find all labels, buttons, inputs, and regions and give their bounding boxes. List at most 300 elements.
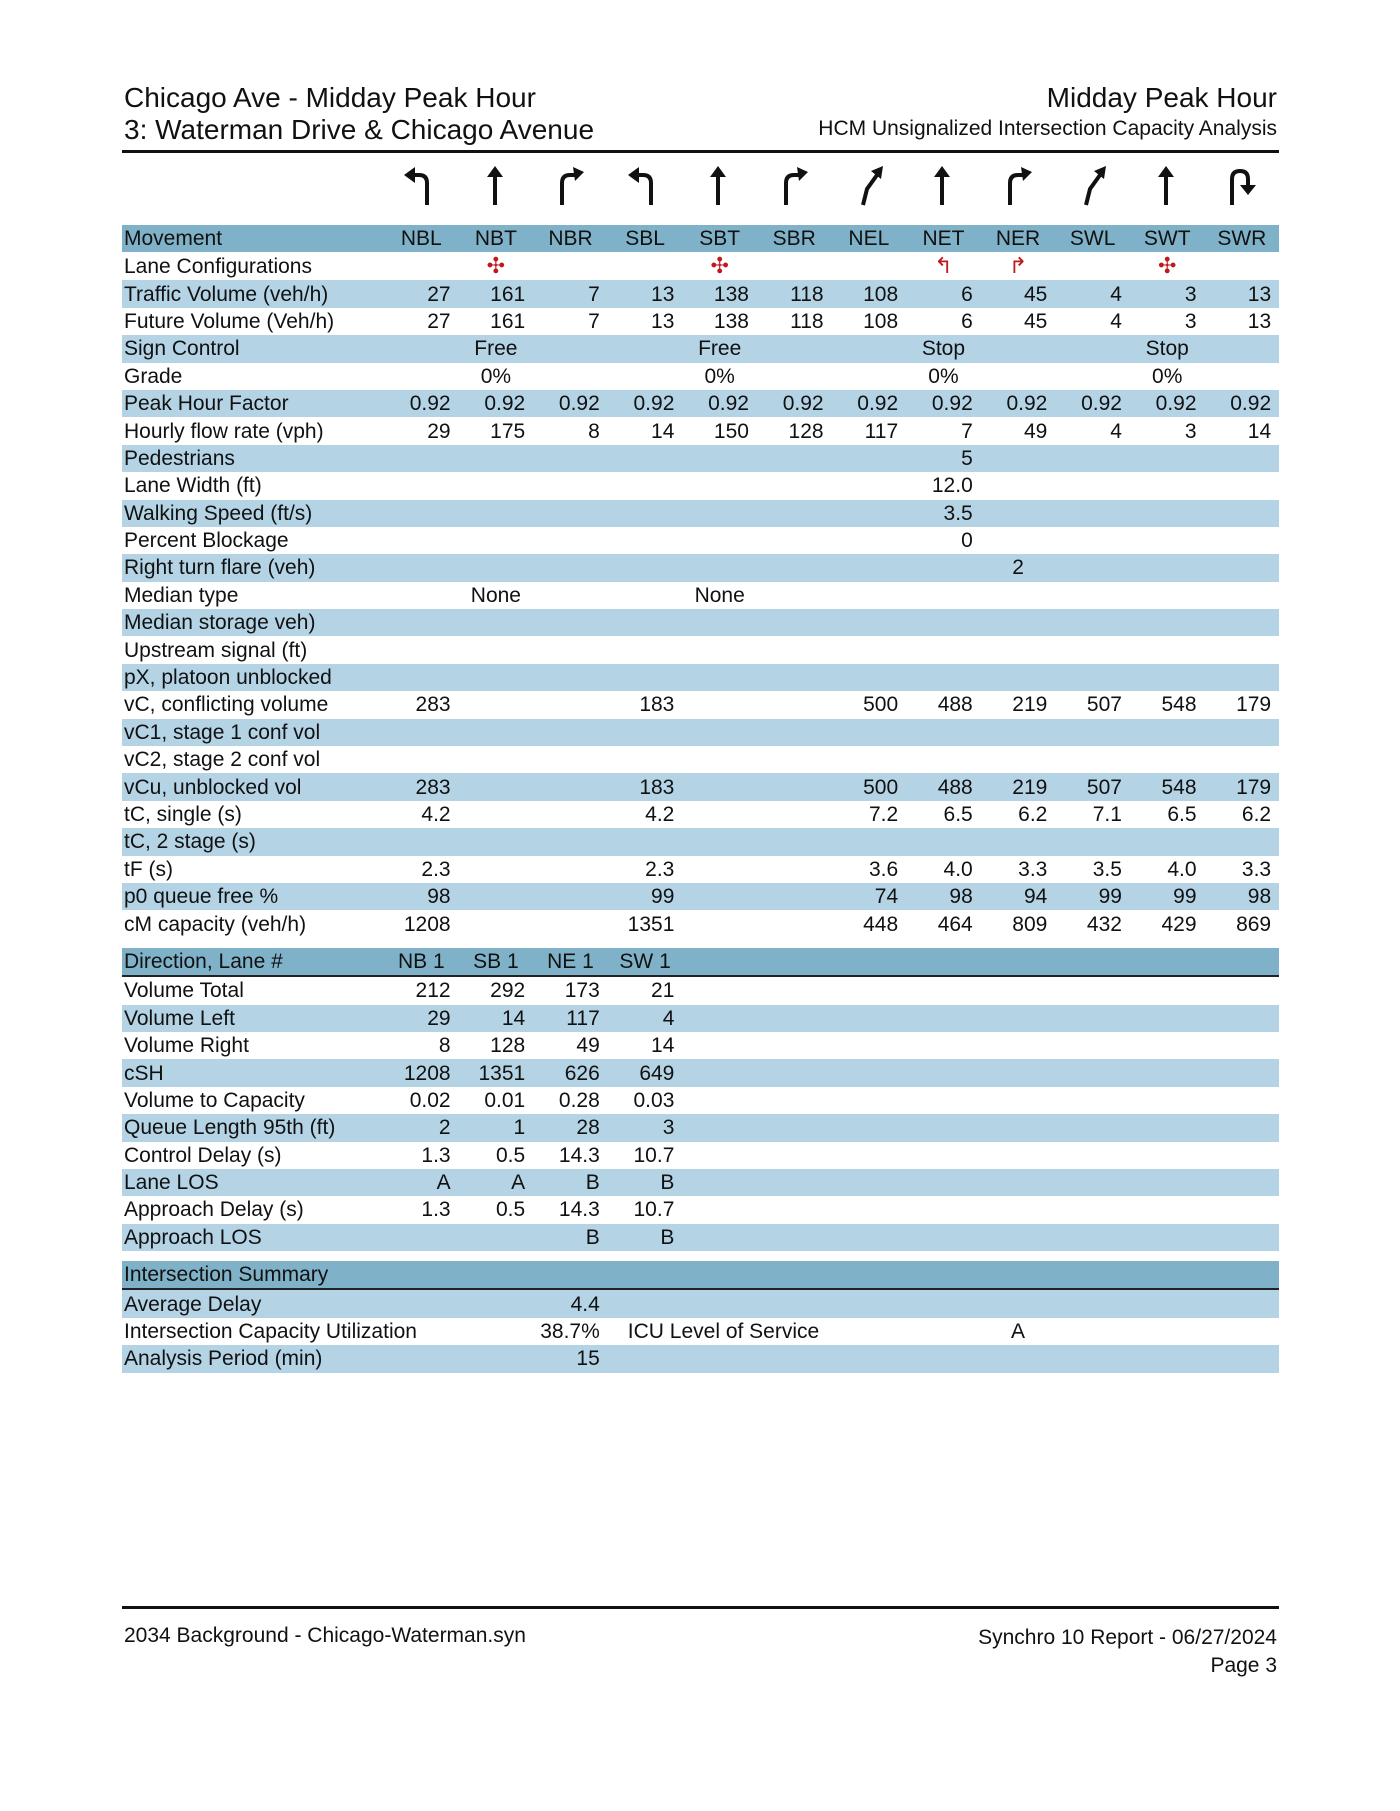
- table-cell: [1205, 363, 1280, 390]
- table-cell: [981, 472, 1056, 499]
- row-label: Queue Length 95th (ft): [122, 1114, 384, 1141]
- table-cell: A: [459, 1169, 534, 1196]
- column-header: Direction, Lane #: [122, 948, 384, 976]
- table-cell: 138: [713, 309, 749, 333]
- table-cell: [832, 719, 907, 746]
- movement-header-row: [122, 225, 1279, 252]
- row-label: pX, platoon unblocked: [122, 664, 384, 691]
- table-cell: [682, 910, 757, 937]
- lane-config-cell: [981, 252, 1056, 280]
- table-cell: 179: [1236, 693, 1272, 717]
- table-cell: [384, 445, 459, 472]
- row-label: vC2, stage 2 conf vol: [124, 748, 321, 772]
- straight-arrow-icon: [680, 161, 756, 217]
- table-cell: None: [470, 583, 521, 607]
- table-cell: 3.5: [1092, 857, 1122, 881]
- table-cell: 8: [588, 419, 600, 443]
- table-cell: 488: [937, 693, 973, 717]
- table-cell: [384, 609, 459, 636]
- table-cell: [1130, 527, 1205, 554]
- table-cell: [533, 856, 608, 883]
- table-cell: [981, 527, 1056, 554]
- table-cell: 14: [1247, 419, 1272, 443]
- table-row: [122, 746, 1279, 773]
- table-cell: [1130, 582, 1205, 609]
- four-way-lane-icon: ✣: [486, 253, 506, 279]
- table-cell: [533, 691, 608, 718]
- table-cell: [682, 746, 757, 773]
- header-right: [818, 82, 1277, 144]
- table-cell: 1.3: [421, 1143, 451, 1167]
- row-label: vCu, unblocked vol: [122, 773, 384, 800]
- table-cell: [981, 335, 1056, 362]
- table-row: [122, 1032, 1279, 1059]
- table-row: [122, 976, 1279, 1004]
- table-cell: [757, 746, 832, 773]
- table-cell: 0.01: [484, 1088, 526, 1112]
- table-cell: 118: [757, 280, 832, 307]
- lane-table: [122, 948, 1279, 1251]
- table-cell: [608, 472, 683, 499]
- table-cell: [832, 582, 907, 609]
- table-cell: Free: [459, 335, 534, 362]
- table-cell: 28: [533, 1114, 608, 1141]
- table-cell: 869: [1236, 912, 1272, 936]
- row-label: vC, conflicting volume: [124, 693, 329, 717]
- table-cell: [757, 335, 832, 362]
- table-cell: 507: [1055, 773, 1130, 800]
- row-label: cM capacity (veh/h): [124, 912, 307, 936]
- table-cell: [682, 554, 757, 581]
- table-cell: [608, 746, 683, 773]
- table-cell: [1055, 719, 1130, 746]
- table-cell: [1205, 500, 1280, 527]
- table-cell: [1130, 719, 1205, 746]
- table-cell: [1055, 335, 1130, 362]
- table-cell: 4: [1055, 280, 1130, 307]
- table-cell: 0.02: [409, 1088, 451, 1112]
- table-cell: [459, 691, 534, 718]
- table-cell: 0%: [480, 364, 512, 388]
- table-cell: 12.0: [931, 474, 973, 498]
- table-cell: 1208: [403, 912, 451, 936]
- table-cell: [1205, 335, 1280, 362]
- lane-configurations-row: [122, 252, 1279, 280]
- table-cell: 7.1: [1092, 803, 1122, 826]
- table-cell: 3.3: [1018, 857, 1048, 881]
- table-cell: [1205, 582, 1280, 609]
- table-cell: [459, 664, 534, 691]
- row-label: Hourly flow rate (vph): [124, 419, 324, 443]
- table-cell: [533, 609, 608, 636]
- bear-left-arrow-icon: [1053, 161, 1129, 217]
- table-cell: 99: [1130, 883, 1205, 910]
- table-cell: 0.92: [1205, 390, 1280, 417]
- table-cell: [459, 445, 534, 472]
- table-cell: 292: [490, 979, 526, 1003]
- row-label: Approach LOS: [122, 1224, 384, 1251]
- turn-left-arrow-icon: [606, 161, 682, 217]
- table-cell: 0.5: [495, 1198, 526, 1222]
- row-label: Percent Blockage: [124, 529, 289, 553]
- table-cell: 14: [459, 1005, 534, 1032]
- table-cell: 45: [981, 280, 1056, 307]
- intersection-name: 3: Waterman Drive & Chicago Avenue: [124, 114, 595, 145]
- table-cell: 13: [608, 280, 683, 307]
- table-cell: [459, 773, 534, 800]
- average-delay-label: Average Delay: [122, 1289, 384, 1317]
- table-cell: 0%: [704, 364, 735, 388]
- table-cell: [1130, 636, 1205, 663]
- table-cell: 3.3: [1241, 857, 1272, 881]
- table-cell: [533, 883, 608, 910]
- table-cell: 98: [384, 883, 459, 910]
- table-cell: 99: [1055, 883, 1130, 910]
- row-label: Median storage veh): [122, 609, 384, 636]
- table-cell: 117: [533, 1005, 608, 1032]
- table-cell: 0.03: [633, 1088, 675, 1112]
- table-cell: [981, 828, 1056, 855]
- table-cell: [832, 500, 907, 527]
- table-cell: [906, 828, 981, 855]
- table-cell: [608, 363, 683, 390]
- column-header: NE 1: [533, 948, 608, 976]
- table-cell: [981, 445, 1056, 472]
- row-label: tF (s): [124, 857, 173, 881]
- table-cell: 0%: [928, 364, 959, 388]
- table-cell: [1130, 828, 1205, 855]
- row-label: tC, single (s): [124, 803, 242, 826]
- table-cell: [757, 719, 832, 746]
- table-cell: 138: [682, 280, 757, 307]
- table-cell: [608, 582, 683, 609]
- lane-config-cell: [459, 252, 534, 280]
- table-cell: 626: [533, 1059, 608, 1086]
- table-row: [122, 773, 1279, 800]
- row-label: Grade: [124, 364, 183, 388]
- table-cell: 128: [788, 419, 824, 443]
- table-cell: [832, 554, 907, 581]
- table-cell: 10.7: [633, 1198, 675, 1222]
- table-cell: [682, 636, 757, 663]
- table-cell: [1130, 500, 1205, 527]
- lane-config-cell: [757, 252, 832, 280]
- table-cell: 3: [1184, 419, 1197, 443]
- footer-rule: [122, 1606, 1279, 1609]
- analysis-period-value: 15: [533, 1345, 608, 1372]
- table-cell: [608, 636, 683, 663]
- table-cell: [608, 609, 683, 636]
- table-cell: 3: [608, 1114, 683, 1141]
- table-cell: [832, 664, 907, 691]
- table-cell: 7: [588, 309, 600, 333]
- table-cell: [459, 472, 534, 499]
- table-cell: [384, 335, 459, 362]
- table-cell: 98: [1205, 883, 1280, 910]
- table-row: [122, 910, 1279, 937]
- table-cell: 0.92: [682, 390, 757, 417]
- table-cell: [1055, 500, 1130, 527]
- table-cell: B: [608, 1169, 683, 1196]
- row-label: p0 queue free %: [122, 883, 384, 910]
- table-cell: B: [533, 1224, 608, 1251]
- table-cell: [832, 363, 907, 390]
- column-header: SBL: [608, 225, 683, 252]
- table-cell: [608, 445, 683, 472]
- table-cell: [1205, 636, 1280, 663]
- table-cell: [533, 554, 608, 581]
- table-cell: [1130, 664, 1205, 691]
- table-row: [122, 1196, 1279, 1223]
- table-cell: [1205, 527, 1280, 554]
- table-cell: 464: [937, 912, 973, 936]
- table-row: [122, 828, 1279, 855]
- table-cell: [608, 500, 683, 527]
- table-cell: 108: [832, 280, 907, 307]
- lane-config-cell: [832, 252, 907, 280]
- column-header: NBT: [459, 225, 534, 252]
- table-cell: [682, 773, 757, 800]
- table-cell: [832, 828, 907, 855]
- table-cell: B: [608, 1224, 683, 1251]
- column-header: NER: [981, 225, 1056, 252]
- table-cell: [906, 746, 981, 773]
- movement-icons-row: [122, 153, 1279, 225]
- table-cell: 548: [1161, 693, 1197, 717]
- table-cell: 3: [1184, 309, 1197, 333]
- table-cell: 3: [1130, 280, 1205, 307]
- table-cell: [757, 664, 832, 691]
- table-cell: [981, 582, 1056, 609]
- column-header: NEL: [832, 225, 907, 252]
- lane-config-cell: [1130, 252, 1205, 280]
- table-cell: 7: [961, 419, 973, 443]
- table-cell: [981, 609, 1056, 636]
- table-cell: [608, 664, 683, 691]
- footer-file: 2034 Background - Chicago-Waterman.syn: [124, 1624, 526, 1647]
- table-row: [122, 472, 1279, 499]
- table-cell: [981, 719, 1056, 746]
- table-cell: [682, 609, 757, 636]
- table-row: [122, 1059, 1279, 1086]
- column-header: SB 1: [459, 948, 534, 976]
- row-label: Peak Hour Factor: [122, 390, 384, 417]
- table-cell: [757, 527, 832, 554]
- table-cell: [533, 636, 608, 663]
- table-cell: 283: [384, 773, 459, 800]
- table-row: [122, 801, 1279, 828]
- table-cell: [1130, 472, 1205, 499]
- column-header: SW 1: [608, 948, 683, 976]
- turn-right-arrow-icon: [531, 161, 607, 217]
- report-title: Chicago Ave - Midday Peak Hour: [124, 82, 536, 113]
- column-header: NB 1: [384, 948, 459, 976]
- table-cell: [757, 910, 832, 937]
- table-cell: [533, 527, 608, 554]
- summary-header: Intersection Summary: [122, 1261, 1279, 1289]
- table-cell: 432: [1086, 912, 1122, 936]
- table-row: [122, 1169, 1279, 1196]
- table-cell: [682, 828, 757, 855]
- table-cell: 14.3: [558, 1198, 600, 1222]
- table-cell: [682, 445, 757, 472]
- table-cell: [1130, 445, 1205, 472]
- table-cell: 94: [981, 883, 1056, 910]
- table-cell: [459, 609, 534, 636]
- table-cell: [1055, 582, 1130, 609]
- table-cell: 2: [384, 1114, 459, 1141]
- table-cell: [384, 582, 459, 609]
- table-cell: 14.3: [558, 1143, 600, 1167]
- row-label: Future Volume (Veh/h): [124, 309, 335, 333]
- table-cell: 128: [490, 1034, 526, 1058]
- table-row: [122, 1087, 1279, 1114]
- table-cell: 6.5: [1167, 803, 1197, 826]
- table-cell: [459, 828, 534, 855]
- table-cell: [757, 363, 832, 390]
- table-cell: [384, 554, 459, 581]
- table-cell: 14: [651, 1034, 675, 1058]
- row-label: Volume Right: [124, 1034, 249, 1058]
- bear-left-arrow-icon: [830, 161, 906, 217]
- table-cell: [832, 609, 907, 636]
- straight-arrow-icon: [904, 161, 980, 217]
- table-cell: 4.2: [645, 803, 675, 826]
- table-cell: [832, 636, 907, 663]
- table-cell: 49: [576, 1034, 600, 1058]
- table-cell: 13: [1205, 280, 1280, 307]
- table-cell: 219: [981, 773, 1056, 800]
- table-cell: 7.2: [868, 803, 899, 826]
- column-header: SWT: [1130, 225, 1205, 252]
- table-cell: 161: [490, 309, 526, 333]
- table-cell: [533, 472, 608, 499]
- table-cell: [757, 500, 832, 527]
- table-cell: [906, 664, 981, 691]
- table-cell: [1055, 664, 1130, 691]
- table-cell: 0.92: [832, 390, 907, 417]
- row-label: Sign Control: [122, 335, 384, 362]
- table-cell: [981, 664, 1056, 691]
- table-cell: [459, 856, 534, 883]
- table-cell: 4: [1110, 419, 1122, 443]
- table-cell: [757, 472, 832, 499]
- table-cell: [981, 500, 1056, 527]
- table-cell: [384, 719, 459, 746]
- table-cell: 1351: [459, 1059, 534, 1086]
- table-cell: [384, 363, 459, 390]
- row-label: Control Delay (s): [124, 1143, 282, 1167]
- lane-header-row: [122, 948, 1279, 976]
- table-cell: 0%: [1152, 364, 1183, 388]
- report-header: [122, 80, 1279, 150]
- analysis-period-label: Analysis Period (min): [122, 1345, 384, 1372]
- row-label: Approach Delay (s): [124, 1198, 304, 1222]
- icu-label: Intersection Capacity Utilization: [124, 1320, 417, 1344]
- row-label: vC1, stage 1 conf vol: [122, 719, 384, 746]
- table-row: [122, 390, 1279, 417]
- turn-right-arrow-icon: [755, 161, 831, 217]
- table-cell: [906, 636, 981, 663]
- table-cell: 0.92: [906, 390, 981, 417]
- summary-header-row: [122, 1261, 1279, 1289]
- table-cell: [906, 554, 981, 581]
- table-cell: [533, 773, 608, 800]
- table-cell: 500: [832, 773, 907, 800]
- table-row: [122, 582, 1279, 609]
- table-cell: [533, 582, 608, 609]
- four-way-lane-icon: ✣: [1158, 253, 1177, 279]
- table-cell: 429: [1161, 912, 1197, 936]
- table-cell: [832, 527, 907, 554]
- table-cell: [608, 527, 683, 554]
- table-cell: [533, 719, 608, 746]
- table-row: [122, 280, 1279, 307]
- table-cell: 448: [863, 912, 899, 936]
- table-cell: 283: [415, 693, 451, 717]
- straight-arrow-icon: [457, 161, 533, 217]
- table-cell: [1205, 609, 1280, 636]
- table-cell: [757, 856, 832, 883]
- icu-value: 38.7%: [540, 1320, 600, 1344]
- table-cell: [832, 746, 907, 773]
- table-cell: 21: [651, 979, 675, 1003]
- table-cell: 8: [438, 1034, 451, 1058]
- table-cell: 118: [790, 309, 824, 333]
- footer-report-date: Synchro 10 Report - 06/27/2024: [978, 1626, 1277, 1649]
- table-cell: [1205, 554, 1280, 581]
- table-cell: 29: [427, 419, 451, 443]
- table-cell: 6: [906, 280, 981, 307]
- table-cell: 6.5: [943, 803, 973, 826]
- table-cell: [1055, 828, 1130, 855]
- summary-row: [122, 1345, 1279, 1372]
- row-label: Traffic Volume (veh/h): [122, 280, 384, 307]
- table-cell: 0.92: [533, 390, 608, 417]
- table-cell: [757, 691, 832, 718]
- table-cell: 27: [427, 309, 451, 333]
- summary-row: [122, 1289, 1279, 1317]
- table-cell: 173: [564, 979, 600, 1003]
- table-cell: 7: [533, 280, 608, 307]
- table-cell: 0.92: [459, 390, 534, 417]
- table-cell: [757, 773, 832, 800]
- table-cell: [459, 554, 534, 581]
- table-cell: [384, 828, 459, 855]
- table-cell: 117: [864, 419, 899, 443]
- row-label: Upstream signal (ft): [124, 638, 308, 662]
- table-cell: [682, 856, 757, 883]
- table-cell: 548: [1130, 773, 1205, 800]
- icu-los-value: A: [1011, 1320, 1026, 1344]
- table-cell: 5: [906, 445, 981, 472]
- column-header: NET: [906, 225, 981, 252]
- table-cell: 29: [384, 1005, 459, 1032]
- table-cell: 6.2: [1241, 803, 1272, 826]
- table-row: [122, 856, 1279, 883]
- table-cell: [384, 664, 459, 691]
- table-cell: 2.3: [645, 857, 675, 881]
- table-cell: [459, 1224, 534, 1251]
- column-header: SWR: [1205, 225, 1280, 252]
- table-cell: [459, 910, 534, 937]
- table-cell: [384, 1224, 459, 1251]
- row-label: Pedestrians: [122, 445, 384, 472]
- table-cell: [1130, 746, 1205, 773]
- table-cell: [1130, 609, 1205, 636]
- table-cell: [459, 636, 534, 663]
- table-cell: [533, 363, 608, 390]
